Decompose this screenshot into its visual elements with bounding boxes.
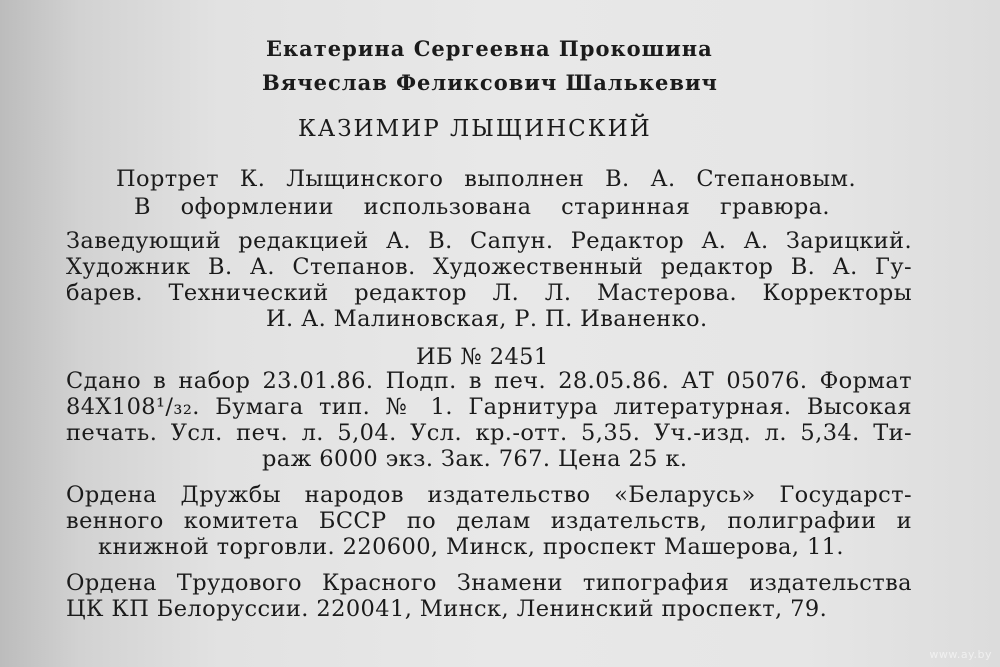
editors-line: И. А. Малиновская, Р. П. Иваненко. bbox=[266, 306, 708, 332]
editors-line: барев. Технический редактор Л. Л. Мастерова. Корректоры bbox=[66, 280, 912, 306]
print-details-line: 84Х108¹/₃₂. Бумага тип. № 1. Гарнитура литературная. Высокая bbox=[66, 394, 912, 420]
watermark-text: www.ay.by bbox=[929, 648, 992, 661]
editors-line: Заведующий редакцией А. В. Сапун. Редактор А. А. Зарицкий. bbox=[66, 228, 912, 254]
publisher-line: книжной торговли. 220600, Минск, проспект Машерова, 11. bbox=[98, 534, 844, 560]
print-details-line: Сдано в набор 23.01.86. Подп. в печ. 28.05.86. АТ 05076. Формат bbox=[66, 368, 912, 394]
portrait-note-line: В оформлении использована старинная гравюра. bbox=[134, 194, 830, 220]
publisher-line: венного комитета БССР по делам издательств, полиграфии и bbox=[66, 508, 912, 534]
printer-line: Ордена Трудового Красного Знамени типография издательства bbox=[66, 570, 912, 596]
book-title: КАЗИМИР ЛЫЩИНСКИЙ bbox=[298, 116, 652, 142]
ib-number: ИБ № 2451 bbox=[416, 344, 549, 370]
print-details-line: печать. Усл. печ. л. 5,04. Усл. кр.-отт. 5,35. Уч.-изд. л. 5,34. Ти- bbox=[66, 420, 912, 446]
author-name: Вячеслав Феликсович Шалькевич bbox=[262, 70, 718, 95]
editors-line: Художник В. А. Степанов. Художественный редактор В. А. Гу- bbox=[66, 254, 912, 280]
author-name: Екатерина Сергеевна Прокошина bbox=[266, 36, 713, 61]
publisher-line: Ордена Дружбы народов издательство «Беларусь» Государст- bbox=[66, 482, 912, 508]
portrait-note-line: Портрет К. Лыщинского выполнен В. А. Степановым. bbox=[116, 166, 856, 192]
printer-line: ЦК КП Белоруссии. 220041, Минск, Ленинский проспект, 79. bbox=[66, 596, 828, 622]
print-details-line: раж 6000 экз. Зак. 767. Цена 25 к. bbox=[262, 446, 688, 472]
